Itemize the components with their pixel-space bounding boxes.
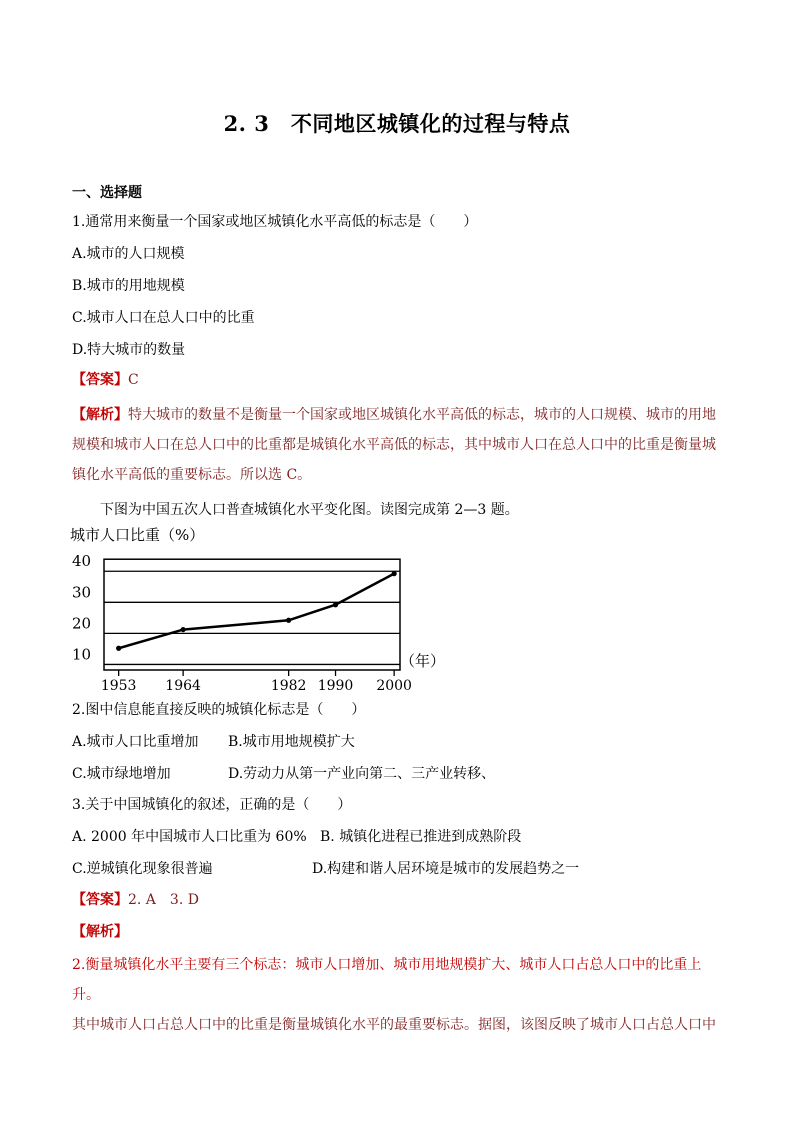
question-2-option-d: D.劳动力从第一产业向第二、三产业转移、 — [228, 766, 496, 782]
y-tick-label: 40 — [72, 552, 92, 571]
data-point — [181, 627, 186, 632]
question-2-stem: 2.图中信息能直接反映的城镇化标志是（ ） — [72, 702, 366, 718]
x-axis-label: （年） — [400, 652, 446, 670]
question-2-option-c: C.城市绿地增加 — [72, 766, 171, 782]
question-1-stem: 1.通常用来衡量一个国家或地区城镇化水平高低的标志是（ ） — [72, 214, 478, 230]
plot-frame — [104, 559, 400, 670]
question-1-analysis — [72, 400, 724, 490]
y-tick-label: 20 — [72, 614, 92, 633]
data-point — [286, 618, 291, 623]
question-1-option-c: C.城市人口在总人口中的比重 — [72, 310, 255, 326]
data-point — [333, 602, 338, 607]
answer-tag: 【答案】 — [72, 372, 128, 388]
series-line — [119, 574, 394, 649]
question-3-option-a: A. 2000 年中国城市人口比重为 60% — [72, 829, 307, 845]
y-axis-label: 城市人口比重（%） — [70, 526, 205, 544]
section-heading: 一、选择题 — [72, 185, 142, 201]
answer-value: C — [128, 372, 139, 388]
x-tick-label: 1990 — [317, 678, 354, 694]
question-3-option-c: C.逆城镇化现象很普遍 — [72, 861, 213, 877]
analysis-line-1: 【解析】特大城市的数量不是衡量一个国家或地区城镇化水平高低的标志，城市的人口规模、城市的用地 — [72, 407, 716, 423]
y-tick-label: 10 — [72, 645, 92, 664]
question-3-stem: 3.关于中国城镇化的叙述，正确的是（ ） — [72, 797, 352, 813]
question-3-option-b: B. 城镇化进程已推进到成熟阶段 — [320, 829, 522, 845]
answer-tag: 【答案】 — [72, 892, 128, 908]
question-1-option-b: B.城市的用地规模 — [72, 278, 185, 294]
x-tick-label: 2000 — [376, 678, 412, 694]
x-tick-label: 1982 — [270, 678, 307, 694]
question-2-option-b: B.城市用地规模扩大 — [228, 734, 355, 750]
x-tick-label: 1964 — [165, 678, 201, 694]
answer-value: 2. A 3. D — [128, 892, 199, 908]
analysis-tag: 【解析】 — [72, 407, 128, 423]
analysis-line-2: 其中城市人口占总人口中的比重是衡量城镇化水平的最重要标志。据图，该图反映了城市人口占总人口中 — [72, 1017, 716, 1033]
question-2-option-a: A.城市人口比重增加 — [72, 734, 199, 750]
x-tick-label: 1953 — [100, 678, 137, 694]
data-point — [392, 571, 397, 576]
analysis-line-1: 2.衡量城镇化水平主要有三个标志：城市人口增加、城市用地规模扩大、城市人口占总人口中的比重上升。 — [72, 957, 702, 1003]
analysis-line-3: 镇化水平高低的重要标志。所以选 C。 — [72, 467, 312, 483]
question-1-answer — [72, 370, 139, 390]
question-2-3-analysis — [72, 950, 724, 1040]
question-2-3-analysis-tag: 【解析】 — [72, 924, 128, 940]
question-1-option-d: D.特大城市的数量 — [72, 342, 186, 358]
page-title: 2. 3 不同地区城镇化的过程与特点 — [223, 111, 571, 136]
y-tick-label: 30 — [72, 583, 92, 602]
chart-intro: 下图为中国五次人口普查城镇化水平变化图。读图完成第 2—3 题。 — [100, 502, 519, 518]
question-1-option-a: A.城市的人口规模 — [72, 246, 185, 262]
analysis-line-2: 规模和城市人口在总人口中的比重都是城镇化水平高低的标志，其中城市人口在总人口中的比重是衡量城 — [72, 437, 716, 453]
urbanization-line-chart — [70, 522, 446, 698]
question-2-3-answer — [72, 890, 199, 910]
question-3-option-d: D.构建和谐人居环境是城市的发展趋势之一 — [312, 861, 580, 877]
data-point — [116, 646, 121, 651]
